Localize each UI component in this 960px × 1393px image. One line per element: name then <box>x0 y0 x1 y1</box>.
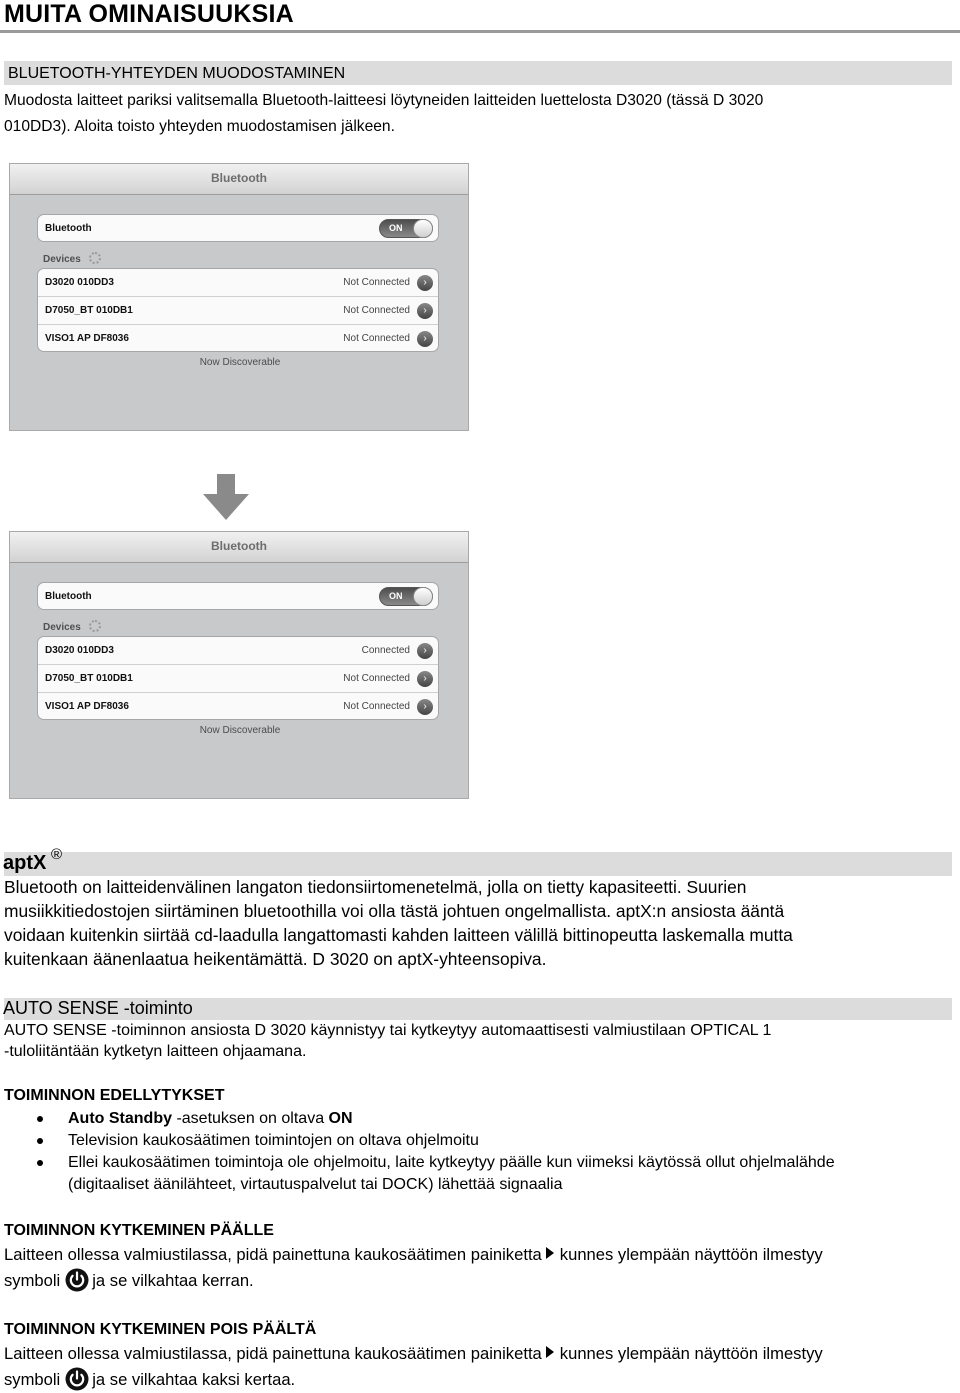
turn-off-text: Laitteen ollessa valmiustilassa, pidä painettuna kaukosäätimen painiketta <box>4 1344 542 1363</box>
devices-label: Devices <box>43 622 81 633</box>
auto-standby-term: Auto Standby <box>68 1110 172 1127</box>
turn-on-text: Laitteen ollessa valmiustilassa, pidä painettuna kaukosäätimen painiketta <box>4 1245 542 1264</box>
disclosure-icon[interactable]: › <box>417 275 433 291</box>
disclosure-icon[interactable]: › <box>417 303 433 319</box>
loading-spinner-icon <box>89 620 101 632</box>
disclosure-icon[interactable]: › <box>417 699 433 715</box>
discoverable-text: Now Discoverable <box>199 357 281 368</box>
device-row[interactable] <box>38 325 438 353</box>
nav-title: Bluetooth <box>211 171 267 185</box>
turn-on-line-2 <box>4 1268 254 1292</box>
list-item-text: Ellei kaukosäätimen toimintoja ole ohjelmoitu, laite kytkeytyy päälle kun viimeksi käytössä ollut ohjelmalähde <box>68 1154 835 1171</box>
list-item-text: Television kaukosäätimen toimintojen on oltava ohjelmoitu <box>68 1132 479 1149</box>
device-status: Connected <box>361 645 410 656</box>
turn-on-text: kunnes ylempään näyttöön ilmestyy <box>559 1245 823 1264</box>
bluetooth-screen-before <box>9 163 469 431</box>
turn-on-text: symboli <box>4 1271 61 1290</box>
bluetooth-toggle[interactable] <box>379 587 433 606</box>
toggle-label: ON <box>389 591 403 601</box>
device-status: Not Connected <box>343 277 410 288</box>
aptx-text-line-2: musiikkitiedostojen siirtäminen bluetoothilla voi olla tästä johtuen ongelmallista. aptX:n ansiosta ääntä <box>4 901 785 921</box>
requirements-list <box>4 1108 954 1196</box>
turn-off-heading: TOIMINNON KYTKEMINEN POIS PÄÄLTÄ <box>4 1321 317 1338</box>
device-row[interactable] <box>38 269 438 297</box>
device-list <box>37 268 439 352</box>
bluetooth-toggle-row[interactable] <box>37 582 439 610</box>
device-row[interactable] <box>38 693 438 721</box>
toggle-knob <box>413 219 433 238</box>
aptx-heading-band <box>3 846 952 876</box>
device-name: VISO1 AP DF8036 <box>45 701 129 712</box>
list-item-text: (digitaaliset äänilähteet, virtautuspalvelut tai DOCK) lähettää signaalia <box>68 1176 563 1193</box>
device-status: Not Connected <box>343 305 410 316</box>
list-item <box>4 1108 954 1130</box>
bt-heading-band <box>4 61 952 85</box>
turn-off-line-1 <box>4 1344 823 1364</box>
turn-off-line-2 <box>4 1367 295 1391</box>
turn-off-text: ja se vilkahtaa kaksi kertaa. <box>92 1370 296 1389</box>
device-name: VISO1 AP DF8036 <box>45 333 129 344</box>
aptx-text-line-4: kuitenkaan äänenlaatua heikentämättä. D 3020 on aptX-yhteensopiva. <box>4 949 547 969</box>
turn-off-text: kunnes ylempään näyttöön ilmestyy <box>559 1344 823 1363</box>
bt-text-line-2: 010DD3). Aloita toisto yhteyden muodostamisen jälkeen. <box>4 118 395 135</box>
on-term: ON <box>328 1110 353 1127</box>
device-list <box>37 636 439 720</box>
aptx-heading: aptX <box>3 852 47 874</box>
aptx-text-line-1: Bluetooth on laitteidenvälinen langaton tiedonsiirtomenetelmä, jolla on tietty kapasiteetti. Suurien <box>4 877 747 897</box>
device-status: Not Connected <box>343 673 410 684</box>
nav-bar <box>10 164 468 195</box>
bluetooth-label: Bluetooth <box>45 223 92 234</box>
turn-off-text: symboli <box>4 1370 61 1389</box>
disclosure-icon[interactable]: › <box>417 331 433 347</box>
nav-bar <box>10 532 468 563</box>
power-icon <box>64 1268 90 1292</box>
aptx-text-line-3: voidaan kuitenkin siirtää cd-laadulla langattomasti kahden laitteen välillä bittinopeutta laskemalla mutta <box>4 925 793 945</box>
device-row[interactable] <box>38 665 438 693</box>
bluetooth-label: Bluetooth <box>45 591 92 602</box>
bt-text-line-1: Muodosta laitteet pariksi valitsemalla Bluetooth-laitteesi löytyneiden laitteiden luettelosta D3020 (tässä D 3020 <box>4 92 764 109</box>
toggle-label: ON <box>389 223 403 233</box>
device-name: D3020 010DD3 <box>45 645 114 656</box>
device-status: Not Connected <box>343 333 410 344</box>
disclosure-icon[interactable]: › <box>417 671 433 687</box>
device-row[interactable] <box>38 297 438 325</box>
device-name: D3020 010DD3 <box>45 277 114 288</box>
list-item <box>4 1152 954 1196</box>
disclosure-icon[interactable]: › <box>417 643 433 659</box>
device-status: Not Connected <box>343 701 410 712</box>
power-icon <box>64 1367 90 1391</box>
requirements-heading: TOIMINNON EDELLYTYKSET <box>4 1087 225 1104</box>
device-name: D7050_BT 010DB1 <box>45 673 133 684</box>
loading-spinner-icon <box>89 252 101 264</box>
play-icon <box>546 1346 554 1358</box>
list-item-text: -asetuksen on oltava <box>172 1110 329 1127</box>
toggle-knob <box>413 587 433 606</box>
autosense-heading-band <box>4 998 952 1020</box>
turn-on-heading: TOIMINNON KYTKEMINEN PÄÄLLE <box>4 1222 274 1239</box>
autosense-text-line-2: -tuloliitäntään kytketyn laitteen ohjaamana. <box>4 1043 307 1060</box>
bluetooth-screen-after <box>9 531 469 799</box>
autosense-heading: AUTO SENSE -toiminto <box>3 998 193 1018</box>
discoverable-text: Now Discoverable <box>199 725 281 736</box>
turn-on-text: ja se vilkahtaa kerran. <box>92 1271 254 1290</box>
play-icon <box>546 1247 554 1259</box>
registered-mark: ® <box>51 846 63 863</box>
arrow-down-icon <box>203 474 249 520</box>
device-name: D7050_BT 010DB1 <box>45 305 133 316</box>
devices-label: Devices <box>43 254 81 265</box>
autosense-text-line-1: AUTO SENSE -toiminnon ansiosta D 3020 käynnistyy tai kytkeytyy automaattisesti valmiustilaan OPTICAL 1 <box>4 1022 772 1039</box>
device-row[interactable] <box>38 637 438 665</box>
title-divider <box>0 30 960 33</box>
list-item <box>4 1130 954 1152</box>
nav-title: Bluetooth <box>211 539 267 553</box>
bluetooth-toggle[interactable] <box>379 219 433 238</box>
bluetooth-toggle-row[interactable] <box>37 214 439 242</box>
bt-heading: BLUETOOTH-YHTEYDEN MUODOSTAMINEN <box>8 65 346 82</box>
page-title: MUITA OMINAISUUKSIA <box>4 0 294 28</box>
turn-on-line-1 <box>4 1245 823 1265</box>
